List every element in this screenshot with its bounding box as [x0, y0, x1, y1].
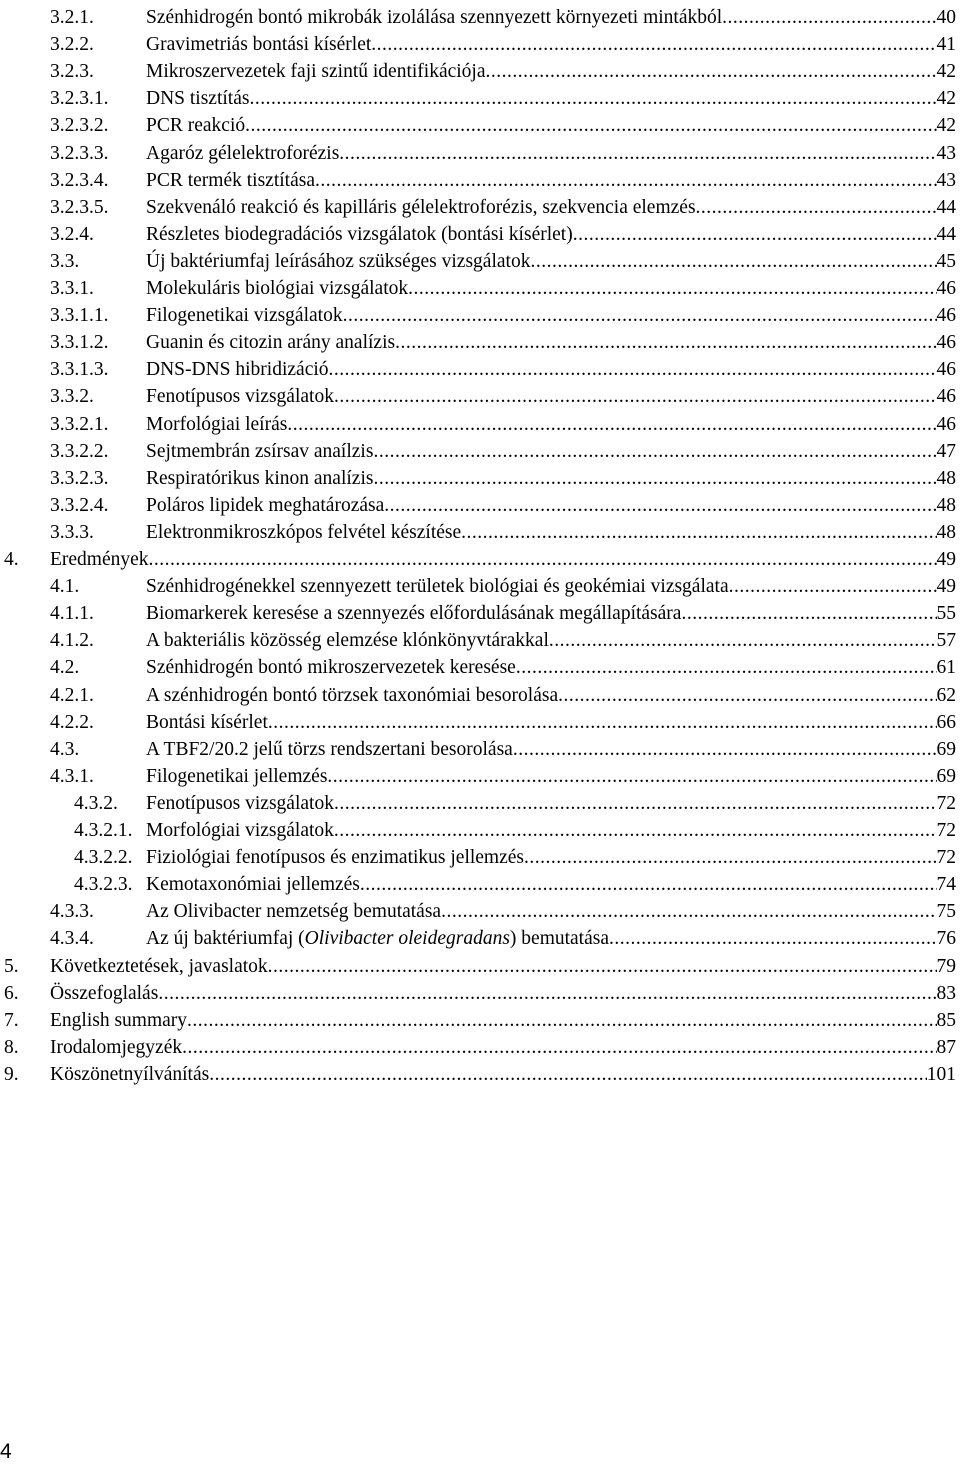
toc-entry-title: Agaróz gélelektroforézis: [146, 142, 340, 164]
dot-leader: [209, 1061, 927, 1088]
toc-entry-title: Új baktériumfaj leírásához szükséges vizsgálatok: [146, 250, 531, 272]
toc-entry-title: A bakteriális közösség elemzése klónkönyvtárakkal: [146, 630, 549, 652]
dot-leader: [549, 627, 937, 654]
toc-entry: [50, 221, 956, 248]
dot-leader: [395, 329, 936, 356]
toc-entry-number: 3.3.2.1.: [50, 413, 109, 435]
toc-entry-number: 4.1.1.: [50, 603, 94, 625]
toc-entry-page: 57: [936, 630, 956, 652]
toc-entry-number: 7.: [4, 1009, 19, 1031]
dot-leader: [327, 763, 936, 790]
dot-leader: [268, 709, 937, 736]
toc-entry-title: A szénhidrogén bontó törzsek taxonómiai besorolása: [146, 684, 559, 706]
dot-leader: [329, 356, 937, 383]
toc-entry-title: English summary: [50, 1009, 188, 1031]
toc-entry: [50, 519, 956, 546]
toc-entry-number: 4.3.2.1.: [74, 820, 133, 841]
dot-leader: [371, 31, 936, 58]
dot-leader: [373, 438, 936, 465]
dot-leader: [513, 736, 937, 763]
toc-entry-title: Biomarkerek keresése a szennyezés előfordulásának megállapítására: [146, 603, 682, 625]
toc-entry-title: Morfológiai leírás: [146, 413, 288, 435]
toc-entry-title-italic: Olivibacter oleidegradans: [304, 928, 510, 950]
toc-entry-page: 46: [936, 386, 956, 408]
toc-entry: [4, 546, 956, 573]
toc-entry-number: 4.1.2.: [50, 630, 94, 652]
toc-entry-title: Mikroszervezetek faji szintű identifikációja: [146, 61, 486, 83]
dot-leader: [558, 682, 936, 709]
toc-entry: [50, 682, 956, 709]
toc-entry-number: 4.: [4, 549, 19, 570]
toc-entry-page: 79: [936, 955, 956, 977]
toc-entry: [50, 112, 956, 139]
toc-entry-title: Részletes biodegradációs vizsgálatok (bontási kísérlet): [146, 223, 573, 245]
toc-entry-page: 44: [936, 196, 956, 218]
toc-entry-number: 4.3.2.: [74, 792, 118, 814]
toc-entry-title: Kemotaxonómiai jellemzés: [146, 874, 360, 896]
dot-leader: [360, 871, 937, 898]
toc-entry-title: A TBF2/20.2 jelű törzs rendszertani besorolása: [146, 738, 513, 760]
toc-entry-number: 3.2.3.2.: [50, 115, 109, 137]
toc-entry-page: 72: [936, 820, 956, 841]
dot-leader: [408, 275, 936, 302]
toc-entry-number: 6.: [4, 982, 19, 1004]
toc-entry-page: 49: [936, 576, 956, 598]
toc-entry-title: Fiziológiai fenotípusos és enzimatikus jellemzés: [146, 847, 525, 869]
toc-entry-title: Sejtmembrán zsírsav anaílzis: [146, 440, 374, 462]
toc-entry-page: 69: [936, 738, 956, 760]
toc-entry-title: Morfológiai vizsgálatok: [146, 820, 334, 841]
toc-entry-page: 76: [936, 928, 956, 950]
toc-entry: [50, 925, 956, 952]
toc-entry-title: DNS-DNS hibridizáció: [146, 359, 329, 381]
dot-leader: [339, 140, 936, 167]
toc-entry-title: Filogenetikai jellemzés: [146, 765, 328, 787]
dot-leader: [609, 925, 936, 952]
toc-entry: [50, 356, 956, 383]
toc-entry-page: 55: [936, 603, 956, 625]
toc-entry: [50, 763, 956, 790]
toc-entry-page: 46: [936, 359, 956, 381]
toc-entry: [50, 194, 956, 221]
toc-entry-title: PCR termék tisztítása: [146, 169, 315, 191]
toc-entry-number: 3.3.3.: [50, 521, 94, 543]
toc-entry-page: 72: [936, 792, 956, 814]
toc-entry-page: 46: [936, 305, 956, 327]
toc-entry-title: Szénhidrogénekkel szennyezett területek biológiai és geokémiai vizsgálata: [146, 576, 729, 598]
toc-entry: [74, 790, 956, 817]
toc-entry: [50, 465, 956, 492]
toc-entry-page: 61: [936, 657, 956, 679]
toc-entry-title: Molekuláris biológiai vizsgálatok: [146, 278, 409, 299]
toc-entry-page: 69: [936, 765, 956, 787]
dot-leader: [461, 519, 936, 546]
toc-entry-number: 4.3.1.: [50, 765, 94, 787]
toc-entry-number: 3.3.1.1.: [50, 305, 109, 327]
toc-entry-page: 83: [936, 982, 956, 1004]
toc-entry: [50, 709, 956, 736]
toc-entry: [50, 411, 956, 438]
toc-entry-page: 46: [936, 413, 956, 435]
dot-leader: [384, 492, 936, 519]
toc-entry-number: 3.2.1.: [50, 7, 94, 28]
dot-leader: [158, 980, 936, 1007]
toc-entry: [50, 627, 956, 654]
toc-entry-page: 87: [936, 1036, 956, 1058]
toc-entry-title: Poláros lipidek meghatározása: [146, 494, 385, 516]
dot-leader: [268, 953, 937, 980]
toc-entry: [50, 58, 956, 85]
toc-entry-number: 5.: [4, 955, 19, 977]
toc-entry-number: 4.3.4.: [50, 928, 94, 950]
toc-entry-page: 48: [936, 521, 956, 543]
dot-leader: [516, 654, 937, 681]
toc-entry-number: 3.2.4.: [50, 223, 94, 245]
toc-entry-number: 9.: [4, 1063, 19, 1085]
toc-entry-number: 4.2.1.: [50, 684, 94, 706]
toc-entry-title: Szénhidrogén bontó mikrobák izolálása szennyezett környezeti mintákból: [146, 7, 723, 28]
toc-entry-page: 42: [936, 88, 956, 110]
toc-entry-page: 43: [936, 169, 956, 191]
toc-entry-title: PCR reakció: [146, 115, 246, 137]
dot-leader: [149, 546, 937, 573]
toc-entry-title: Bontási kísérlet: [146, 711, 268, 733]
toc-entry: [50, 275, 956, 302]
toc-entry-title: Fenotípusos vizsgálatok: [146, 792, 334, 814]
toc-entry-title: Következtetések, javaslatok: [50, 955, 268, 977]
toc-entry: [50, 329, 956, 356]
toc-entry-title: Respiratórikus kinon analízis: [146, 467, 374, 489]
dot-leader: [334, 817, 937, 844]
toc-entry-number: 3.2.3.4.: [50, 169, 109, 191]
toc-entry: [50, 736, 956, 763]
dot-leader: [182, 1034, 936, 1061]
toc-entry: [74, 817, 956, 844]
toc-entry-number: 3.2.3.3.: [50, 142, 109, 164]
toc-entry-number: 4.1.: [50, 576, 80, 598]
toc-entry-title: Eredmények: [50, 549, 149, 570]
toc-entry-number: 4.3.2.2.: [74, 847, 133, 869]
toc-entry-page: 47: [936, 440, 956, 462]
toc-entry: [50, 573, 956, 600]
toc-entry-title: Összefoglalás: [50, 982, 159, 1004]
toc-entry: [50, 85, 956, 112]
toc-entry-number: 3.3.2.2.: [50, 440, 109, 462]
toc-entry-page: 49: [936, 549, 956, 570]
dot-leader: [441, 898, 936, 925]
toc-entry-page: 40: [936, 7, 956, 28]
toc-entry-page: 42: [936, 115, 956, 137]
toc-entry-number: 4.3.: [50, 738, 80, 760]
toc-entry-title: Elektronmikroszkópos felvétel készítése: [146, 521, 462, 543]
dot-leader: [729, 573, 937, 600]
toc-entry: [50, 4, 956, 31]
toc-entry-page: 45: [936, 250, 956, 272]
dot-leader: [315, 167, 937, 194]
toc-entry-number: 4.3.3.: [50, 901, 94, 923]
toc-entry-number: 3.2.3.5.: [50, 196, 109, 218]
toc-entry-number: 3.3.1.3.: [50, 359, 109, 381]
toc-entry: [50, 438, 956, 465]
toc-entry-page: 42: [936, 61, 956, 83]
toc-entry: [50, 383, 956, 410]
toc-entry-page: 46: [936, 332, 956, 354]
toc-entry-number: 3.3.2.: [50, 386, 94, 408]
dot-leader: [524, 844, 936, 871]
dot-leader: [343, 302, 937, 329]
toc-entry: [50, 248, 956, 275]
toc-entry: [4, 980, 956, 1007]
dot-leader: [530, 248, 936, 275]
toc-entry: [50, 302, 956, 329]
dot-leader: [722, 4, 936, 31]
toc-entry-title: Gravimetriás bontási kísérlet: [146, 34, 372, 56]
toc-entry-page: 85: [936, 1009, 956, 1031]
toc-entry: [4, 1007, 956, 1034]
toc-entry: [4, 1034, 956, 1061]
toc-entry-number: 3.2.3.: [50, 61, 94, 83]
toc-entry-page: 43: [936, 142, 956, 164]
toc-entry-number: 3.3.2.3.: [50, 467, 109, 489]
toc-entry-number: 3.3.: [50, 250, 80, 272]
toc-entry-title: Az Olivibacter nemzetség bemutatása: [146, 901, 442, 923]
toc-entry-page: 72: [936, 847, 956, 869]
toc-entry-title: Fenotípusos vizsgálatok: [146, 386, 334, 408]
toc-entry: [50, 898, 956, 925]
toc-entry-page: 44: [936, 223, 956, 245]
toc-entry-page: 66: [936, 711, 956, 733]
dot-leader: [486, 58, 937, 85]
toc-entry-number: 3.2.3.1.: [50, 88, 109, 110]
toc-entry-number: 3.2.2.: [50, 34, 94, 56]
toc-entry: [74, 844, 956, 871]
dot-leader: [334, 383, 937, 410]
page-number: 4: [0, 1440, 12, 1463]
toc-entry: [50, 31, 956, 58]
toc-entry-number: 8.: [4, 1036, 19, 1058]
dot-leader: [696, 194, 937, 221]
toc-entry-page: 48: [936, 467, 956, 489]
dot-leader: [245, 112, 936, 139]
toc-entry: [50, 654, 956, 681]
dot-leader: [287, 411, 936, 438]
toc-entry-page: 41: [936, 34, 956, 56]
toc-entry-title: Szekvenáló reakció és kapilláris gélelektroforézis, szekvencia elemzés: [146, 196, 696, 218]
toc-entry: [74, 871, 956, 898]
dot-leader: [334, 790, 937, 817]
toc-entry: [50, 167, 956, 194]
toc-entry-number: 3.3.1.: [50, 278, 94, 299]
toc-entry: [50, 140, 956, 167]
toc-entry-page: 75: [936, 901, 956, 923]
toc-entry-title: Szénhidrogén bontó mikroszervezetek keresése: [146, 657, 516, 679]
dot-leader: [373, 465, 936, 492]
toc-entry-page: 48: [936, 494, 956, 516]
dot-leader: [573, 221, 937, 248]
toc-entry: [4, 953, 956, 980]
toc-entry-page: 46: [936, 278, 956, 299]
toc-entry-title: Irodalomjegyzék: [50, 1036, 183, 1058]
toc-entry-number: 3.3.1.2.: [50, 332, 109, 354]
dot-leader: [681, 600, 936, 627]
toc-entry: [4, 1061, 956, 1088]
toc-entry-title: Az új baktériumfaj (Olivibacter oleidegradans) bemutatása: [146, 928, 610, 950]
toc-entry: [50, 492, 956, 519]
toc-entry-number: 3.3.2.4.: [50, 494, 109, 516]
toc-entry-number: 4.3.2.3.: [74, 874, 133, 896]
toc-entry-number: 4.2.: [50, 657, 80, 679]
toc-entry-title: Köszönetnyílvánítás: [50, 1063, 210, 1085]
toc-entry: [50, 600, 956, 627]
toc-entry-number: 4.2.2.: [50, 711, 94, 733]
toc-entry-title: Filogenetikai vizsgálatok: [146, 305, 343, 327]
dot-leader: [249, 85, 936, 112]
toc-entry-page: 74: [936, 874, 956, 896]
toc-entry-page: 62: [936, 684, 956, 706]
toc-entry-title: DNS tisztítás: [146, 88, 250, 110]
dot-leader: [187, 1007, 936, 1034]
toc-entry-title: Guanin és citozin arány analízis: [146, 332, 396, 354]
toc-entry-page: 101: [926, 1063, 956, 1085]
